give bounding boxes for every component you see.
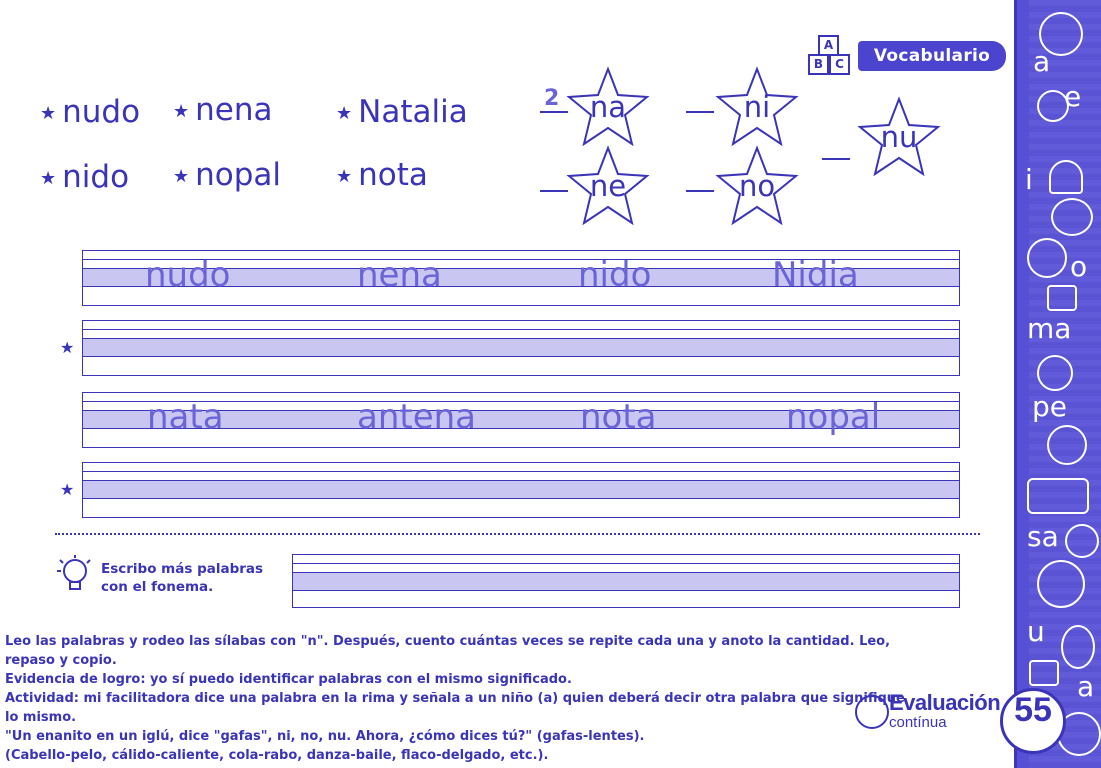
- instruction-line: (Cabello-pelo, cálido-caliente, cola-rabo, danza-baile, flaco-delgado, etc.).: [5, 748, 549, 763]
- count-blank[interactable]: [686, 111, 714, 113]
- speech-bubble-icon: [1051, 198, 1093, 236]
- ball-icon: [1047, 425, 1087, 465]
- syllable-star[interactable]: [714, 66, 800, 148]
- activity-label: Actividad: [5, 691, 74, 706]
- trace-word: nudo: [145, 255, 231, 295]
- sidebar-letter: e: [1064, 80, 1082, 113]
- writing-lines[interactable]: [292, 554, 960, 608]
- star-icon: ★: [336, 102, 353, 124]
- writing-lines[interactable]: [82, 462, 960, 518]
- section-title: Vocabulario: [858, 41, 1006, 71]
- decorative-sidebar: [1014, 0, 1101, 768]
- instruction-line: "Un enanito en un iglú, dice "gafas", ni, no, nu. Ahora, ¿cómo dices tú?" (gafas-lentes).: [5, 729, 645, 744]
- bear-icon: [1027, 238, 1067, 278]
- sidebar-letter: sa: [1027, 520, 1059, 553]
- star-icon: ★: [60, 480, 75, 499]
- trace-word: nopal: [786, 397, 881, 437]
- word-text: Natalia: [358, 94, 468, 130]
- grapes-icon: [1061, 625, 1095, 669]
- instruction-line: Evidencia de logro: yo sí puedo identificar palabras con el mismo significado.: [5, 672, 572, 687]
- star-face-icon: [1037, 90, 1069, 122]
- sidebar-letter: o: [1070, 250, 1088, 283]
- syllable-star[interactable]: [565, 66, 651, 148]
- sidebar-letter: pe: [1032, 390, 1067, 423]
- dotted-divider: [55, 533, 980, 535]
- word-item[interactable]: [336, 94, 468, 132]
- book-icon: [1027, 478, 1089, 514]
- instruction-line: Leo las palabras y rodeo las sílabas con "n". Después, cuento cuántas veces se repite cada una y anoto la cantidad. Leo, repaso y copio.: [5, 634, 891, 668]
- sidebar-letter: ma: [1027, 312, 1072, 345]
- syllable-star[interactable]: [565, 145, 651, 227]
- trace-word: nata: [147, 397, 224, 437]
- trace-word: nena: [357, 255, 442, 295]
- activity-text: : mi facilitadora dice una palabra en la rima y señala a un niño (a) quien deberá decir otra palabra que signifique lo mismo.: [5, 691, 905, 725]
- star-icon: ★: [40, 167, 57, 189]
- apple-icon: [1037, 355, 1073, 391]
- syllable-text: no: [738, 169, 776, 203]
- syllable-text: nu: [880, 120, 918, 154]
- page-number: 55: [1000, 688, 1066, 754]
- word-item[interactable]: [40, 94, 140, 132]
- syllable-text: ne: [589, 169, 627, 203]
- trace-word: nota: [580, 397, 657, 437]
- instructions: [5, 632, 905, 765]
- syllable-text: ni: [743, 90, 771, 124]
- star-icon: ★: [173, 165, 190, 187]
- count-blank[interactable]: [822, 158, 850, 160]
- word-item[interactable]: [173, 157, 281, 195]
- count-blank[interactable]: [686, 190, 714, 192]
- sidebar-letter: u: [1027, 615, 1045, 648]
- word-text: nopal: [195, 157, 282, 193]
- syllable-star[interactable]: [856, 96, 942, 178]
- sidebar-letter: a: [1033, 45, 1051, 78]
- word-item[interactable]: [40, 159, 129, 197]
- syllable-count: 2: [544, 86, 560, 111]
- trace-word: Nidia: [772, 255, 859, 295]
- trace-word: nido: [578, 255, 652, 295]
- star-icon: ★: [60, 338, 75, 357]
- sidebar-letter: i: [1025, 163, 1033, 196]
- megaphone-icon: [1047, 285, 1077, 311]
- star-icon: ★: [336, 165, 353, 187]
- lightbulb-icon: [55, 555, 91, 595]
- word-text: nena: [195, 92, 273, 128]
- block-letter: C: [829, 54, 850, 75]
- extra-words-prompt: Escribo más palabras con el fonema.: [101, 561, 264, 595]
- evaluation-title: Evaluación: [889, 690, 1001, 715]
- block-letter: B: [808, 54, 829, 75]
- speech-bubble-icon: [1065, 524, 1099, 558]
- igloo-icon: [1049, 160, 1083, 194]
- writing-lines[interactable]: [82, 320, 960, 376]
- count-blank[interactable]: [540, 190, 568, 192]
- block-letter: A: [818, 35, 839, 56]
- instruction-line: [5, 689, 905, 727]
- frog-icon: [1037, 560, 1085, 608]
- word-text: nido: [62, 159, 130, 195]
- syllable-star[interactable]: [714, 145, 800, 227]
- evaluation-logo: [855, 690, 1001, 734]
- word-text: nota: [358, 157, 428, 193]
- tree-icon: [1039, 12, 1083, 56]
- evaluation-subtitle: contínua: [889, 714, 947, 731]
- word-text: nudo: [62, 94, 141, 130]
- trace-word: antena: [357, 397, 477, 437]
- abc-blocks-icon: [808, 35, 854, 77]
- syllable-text: na: [589, 90, 627, 124]
- megaphone-icon: [1029, 660, 1059, 686]
- section-badge: [808, 35, 1008, 77]
- word-item[interactable]: [173, 92, 273, 130]
- star-icon: ★: [40, 102, 57, 124]
- star-icon: ★: [173, 100, 190, 122]
- word-item[interactable]: [336, 157, 428, 195]
- evaluation-icon: [855, 695, 889, 729]
- sidebar-letter: a: [1077, 670, 1095, 703]
- count-blank[interactable]: [540, 111, 568, 113]
